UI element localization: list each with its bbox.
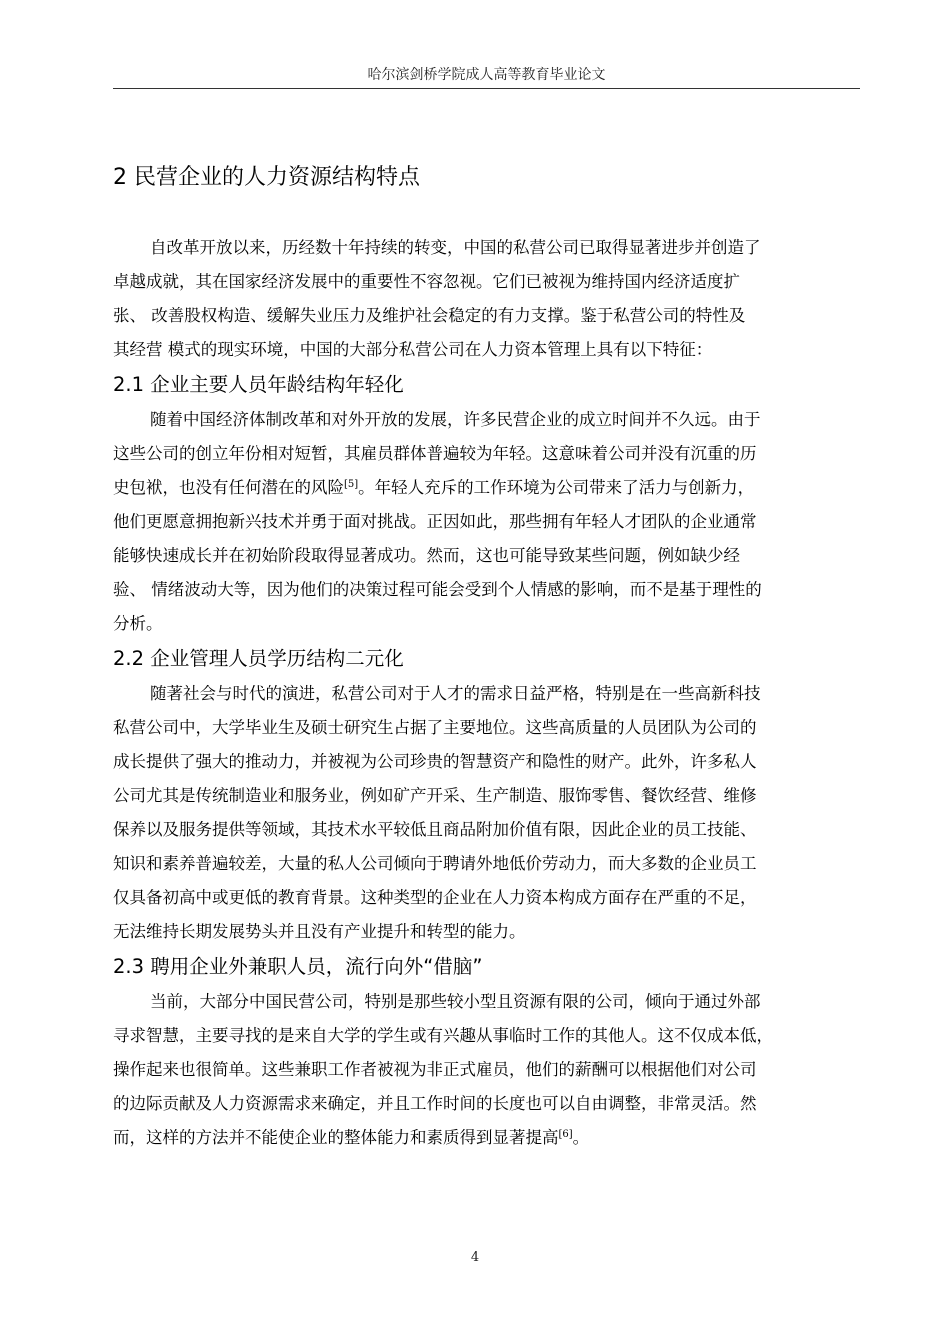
paragraph-line: 的边际贡献及人力资源需求来确定，并且工作时间的长度也可以自由调整，非常灵活。然 xyxy=(113,1094,757,1113)
paragraph-line: 自改革开放以来，历经数十年持续的转变，中国的私营公司已取得显著进步并创造了 xyxy=(150,238,761,257)
section-2-3-paragraph xyxy=(113,985,863,1155)
header-divider xyxy=(113,88,860,89)
paragraph-line: 随着中国经济体制改革和对外开放的发展，许多民营企业的成立时间并不久远。由于 xyxy=(150,410,761,429)
section-2-2-paragraph xyxy=(113,677,863,949)
section-heading-2-3: 2.3 聘用企业外兼职人员，流行向外“借脑” xyxy=(113,955,483,978)
chapter-title: 2 民营企业的人力资源结构特点 xyxy=(113,165,420,190)
intro-paragraph xyxy=(113,231,863,367)
paragraph-line: 张、 改善股权构造、缓解失业压力及维护社会稳定的有力支撑。鉴于私营公司的特性及 xyxy=(113,306,746,325)
paragraph-line: 无法维持长期发展势头并且没有产业提升和转型的能力。 xyxy=(113,922,526,941)
paragraph-line: 成长提供了强大的推动力，并被视为公司珍贵的智慧资产和隐性的财产。此外，许多私人 xyxy=(113,752,757,771)
paragraph-line: 当前，大部分中国民营公司，特别是那些较小型且资源有限的公司，倾向于通过外部 xyxy=(150,992,761,1011)
citation-5: [5] xyxy=(344,479,359,490)
section-2-1-paragraph xyxy=(113,403,863,641)
paragraph-line: 这些公司的创立年份相对短暂，其雇员群体普遍较为年轻。这意味着公司并没有沉重的历 xyxy=(113,444,757,463)
paragraph-line: 知识和素养普遍较差，大量的私人公司倾向于聘请外地低价劳动力，而大多数的企业员工 xyxy=(113,854,757,873)
paragraph-line: 仅具备初高中或更低的教育背景。这种类型的企业在人力资本构成方面存在严重的不足， xyxy=(113,888,757,907)
paragraph-line: 私营公司中，大学毕业生及硕士研究生占据了主要地位。这些高质量的人员团队为公司的 xyxy=(113,718,757,737)
paragraph-line: 寻求智慧，主要寻找的是来自大学的学生或有兴趣从事临时工作的其他人。这不仅成本低， xyxy=(113,1026,773,1045)
paragraph-line: 而，这样的方法并不能使企业的整体能力和素质得到显著提高[6]。 xyxy=(113,1128,590,1147)
page-number: 4 xyxy=(470,1250,480,1265)
paragraph-line: 能够快速成长并在初始阶段取得显著成功。然而，这也可能导致某些问题，例如缺少经 xyxy=(113,546,740,565)
paragraph-line: 保养以及服务提供等领域，其技术水平较低且商品附加价值有限，因此企业的员工技能、 xyxy=(113,820,757,839)
citation-6: [6] xyxy=(558,1129,573,1140)
paragraph-line: 验、 情绪波动大等，因为他们的决策过程可能会受到个人情感的影响，而不是基于理性的 xyxy=(113,580,762,599)
paragraph-line: 史包袱，也没有任何潜在的风险[5]。年轻人充斥的工作环境为公司带来了活力与创新力， xyxy=(113,478,755,497)
paragraph-line: 随著社会与时代的演进，私营公司对于人才的需求日益严格，特别是在一些高新科技 xyxy=(150,684,761,703)
section-heading-2-2: 2.2 企业管理人员学历结构二元化 xyxy=(113,647,404,670)
running-header: 哈尔滨剑桥学院成人高等教育毕业论文 xyxy=(367,67,606,83)
paragraph-line: 卓越成就，其在国家经济发展中的重要性不容忽视。它们已被视为维持国内经济适度扩 xyxy=(113,272,740,291)
paragraph-line: 他们更愿意拥抱新兴技术并勇于面对挑战。正因如此，那些拥有年轻人才团队的企业通常 xyxy=(113,512,757,531)
paragraph-line: 公司尤其是传统制造业和服务业，例如矿产开采、生产制造、服饰零售、餐饮经营、维修 xyxy=(113,786,757,805)
paragraph-line: 分析。 xyxy=(113,614,163,633)
paragraph-line: 其经营 模式的现实环境，中国的大部分私营公司在人力资本管理上具有以下特征： xyxy=(113,340,713,359)
page-body xyxy=(113,158,863,1155)
section-heading-2-1: 2.1 企业主要人员年龄结构年轻化 xyxy=(113,373,404,396)
paragraph-line: 操作起来也很简单。这些兼职工作者被视为非正式雇员，他们的薪酬可以根据他们对公司 xyxy=(113,1060,757,1079)
